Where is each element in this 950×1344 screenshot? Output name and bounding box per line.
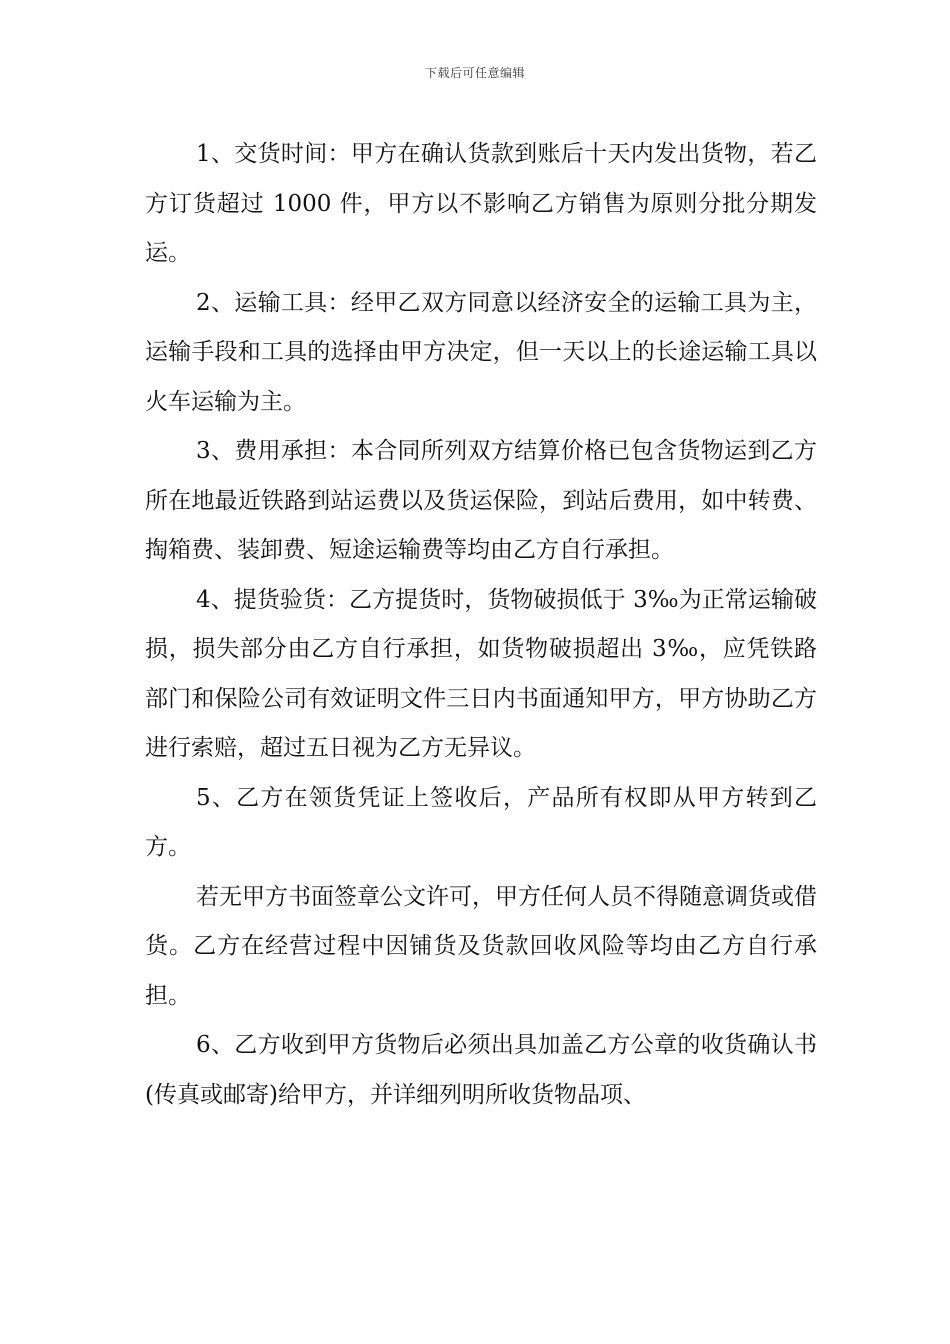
page-header: 下载后可任意编辑 xyxy=(424,66,525,80)
clause-ownership-transfer: 5、乙方在领货凭证上签收后，产品所有权即从甲方转到乙方。 xyxy=(145,784,817,860)
clause-no-unauthorized-transfer: 若无甲方书面签章公文许可，甲方任何人员不得随意调货或借货。乙方在经营过程中因铺货及货款回收风险等均由乙方自行承担。 xyxy=(145,883,817,1009)
clause-transport-tools: 2、运输工具：经甲乙双方同意以经济安全的运输工具为主，运输手段和工具的选择由甲方决定，但一天以上的长途运输工具以火车运输为主。 xyxy=(145,289,817,415)
clause-pickup-inspection: 4、提货验货：乙方提货时，货物破损低于 3‰为正常运输破损，损失部分由乙方自行承担，如货物破损超出 3‰，应凭铁路部门和保险公司有效证明文件三日内书面通知甲方，甲方协助乙方进行索赔，超过五日视为乙方无异议。 xyxy=(145,586,817,761)
document-body xyxy=(145,130,817,1120)
clause-receipt-confirmation: 6、乙方收到甲方货物后必须出具加盖乙方公章的收货确认书(传真或邮寄)给甲方，并详细列明所收货物品项、 xyxy=(145,1032,817,1108)
clause-delivery-time: 1、交货时间：甲方在确认货款到账后十天内发出货物，若乙方订货超过 1000 件，甲方以不影响乙方销售为原则分批分期发运。 xyxy=(145,141,817,266)
clause-cost-bearing: 3、费用承担：本合同所列双方结算价格已包含货物运到乙方所在地最近铁路到站运费以及货运保险，到站后费用，如中转费、掏箱费、装卸费、短途运输费等均由乙方自行承担。 xyxy=(145,438,817,563)
